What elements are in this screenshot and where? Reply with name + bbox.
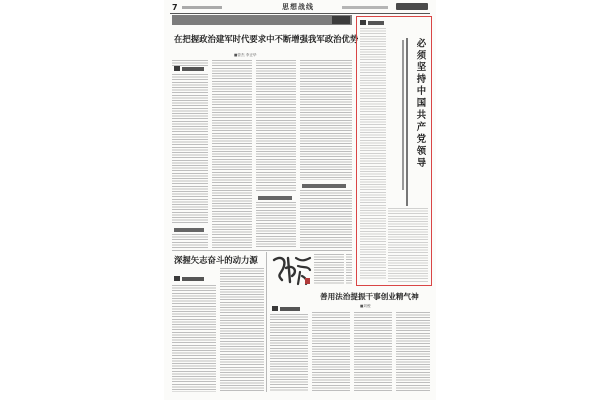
masthead-logo [396, 3, 428, 10]
masthead-date [342, 6, 388, 9]
article-divider [266, 252, 267, 392]
article-3-col-top [346, 254, 352, 284]
main-article-subhead-2 [174, 228, 204, 232]
main-article-col-4b [300, 190, 352, 248]
side-article-column-label [368, 21, 384, 25]
newspaper-page [164, 0, 436, 400]
side-article-col-1 [360, 28, 386, 280]
article-2-subhead [182, 277, 204, 281]
article-3-col-2 [312, 312, 350, 392]
main-article-banner [172, 15, 352, 25]
article-3-tag-icon [272, 306, 278, 311]
side-article-subtitle [406, 38, 408, 206]
article-3-col-1 [270, 314, 308, 392]
page-number: 7 [172, 3, 178, 12]
main-article-col-3 [256, 60, 296, 192]
main-article-subhead-3 [258, 196, 292, 200]
calligraphy-column-text [314, 254, 344, 284]
main-article-col-3b [256, 202, 296, 248]
masthead-left-info [182, 6, 222, 9]
section-title: 思想战线 [282, 3, 314, 11]
main-article-headline: 在把握政治建军时代要求中不断增强我军政治优势 [174, 34, 359, 44]
article-2-tag-icon [174, 276, 180, 281]
side-article-headline: 必须坚持中国共产党领导 [414, 38, 426, 170]
side-article-tag-icon [360, 20, 366, 25]
article-3-headline: 善用法治提振干事创业精气神 [320, 292, 419, 301]
side-article-col-2 [388, 208, 428, 282]
main-article-subhead-4 [302, 184, 346, 188]
article-2-headline: 深握矢志奋斗的动力源 [174, 255, 258, 265]
article-2-col-1 [172, 285, 216, 392]
main-article-byline: ■曾杰 李正华 [234, 53, 257, 57]
main-article-col-1b [172, 74, 208, 224]
article-3-col-4 [396, 312, 430, 392]
article-2-col-2 [220, 268, 264, 392]
main-article-col-2 [212, 60, 252, 248]
banner-tag [332, 16, 350, 24]
masthead-rule [170, 13, 430, 14]
main-article-col-1c [172, 234, 208, 248]
main-article-subhead-1 [182, 67, 204, 71]
side-article-subtitle-2 [402, 40, 404, 190]
article-3-byline: ■刘俊 [360, 304, 371, 308]
main-article-bottom-rule [172, 250, 352, 251]
main-article-col-4 [300, 60, 352, 180]
article-3-subhead [280, 307, 300, 311]
article-3-col-3 [354, 312, 392, 392]
main-article-tag-icon [174, 66, 180, 71]
calligraphy-artwork [272, 254, 312, 286]
